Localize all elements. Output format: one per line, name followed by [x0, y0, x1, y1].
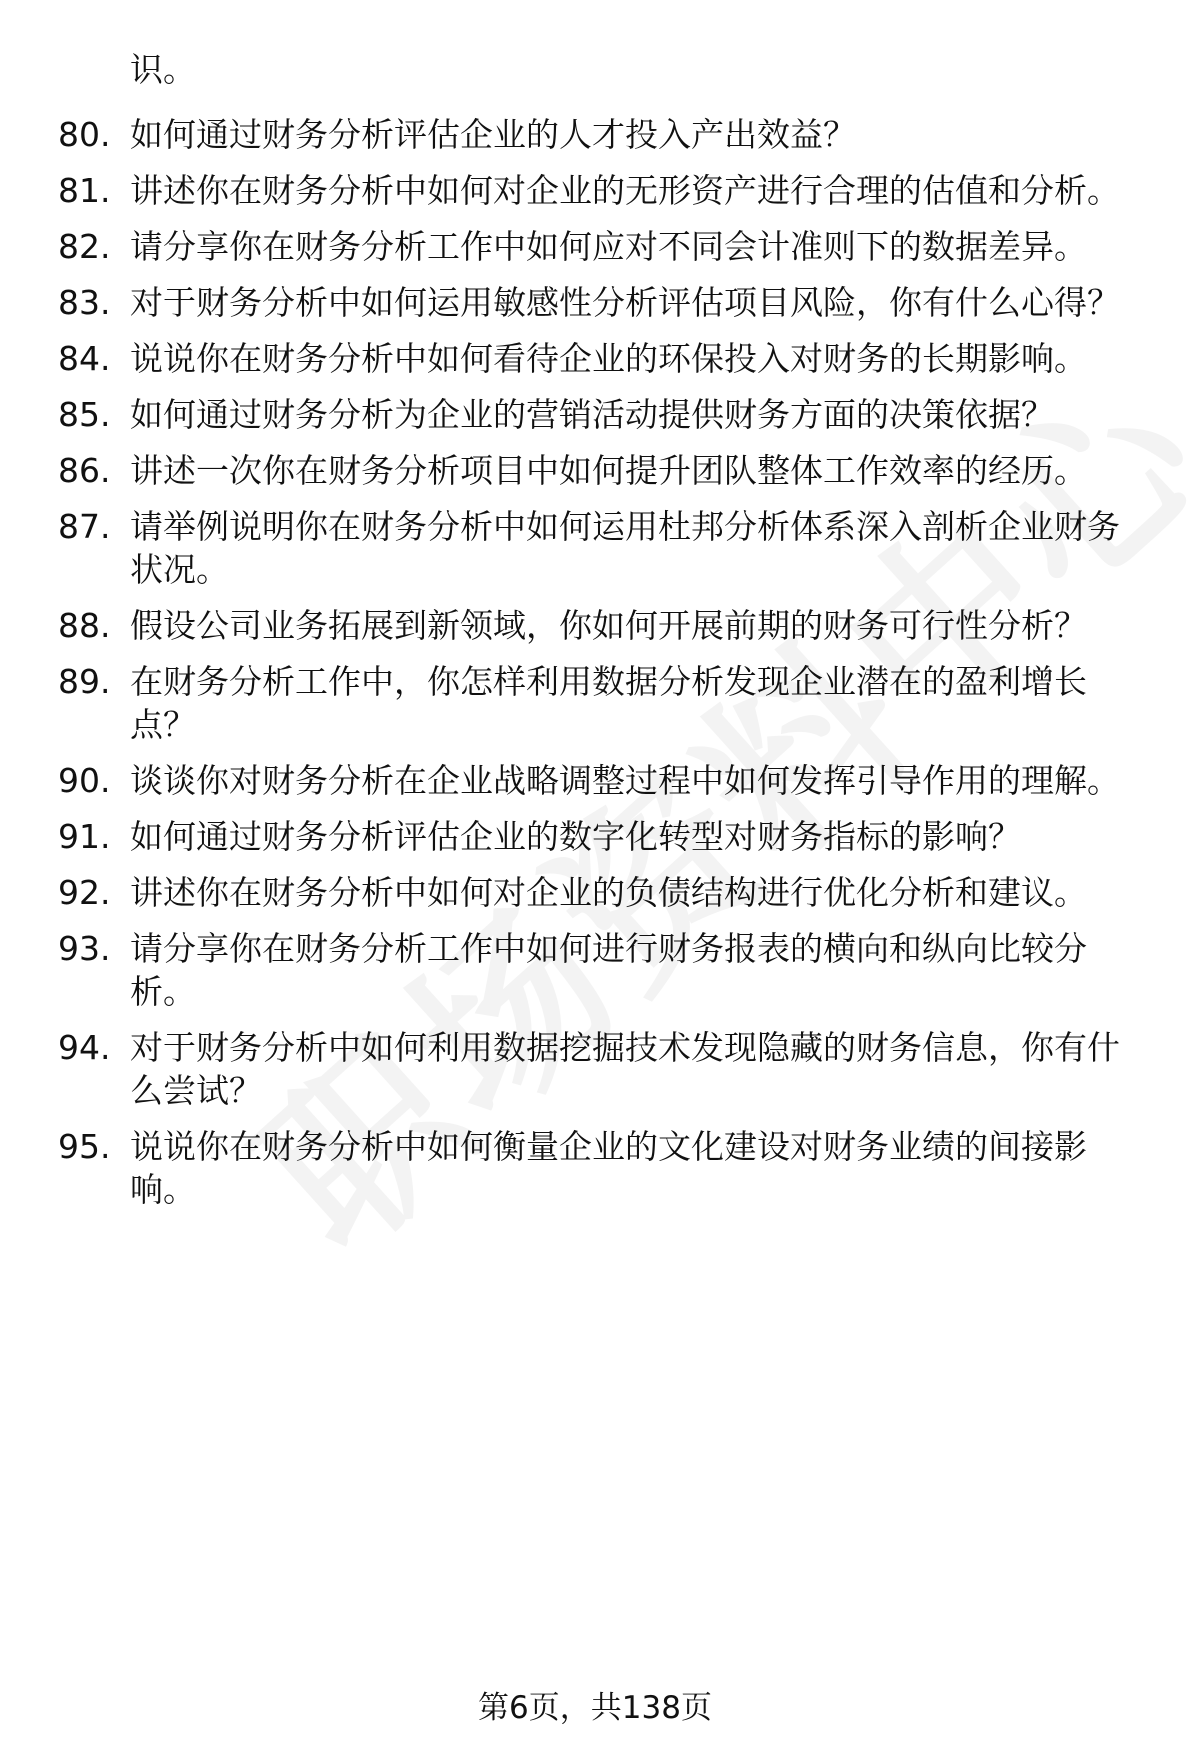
question-text: 请举例说明你在财务分析中如何运用杜邦分析体系深入剖析企业财务状况。 — [130, 507, 1120, 589]
question-item — [0, 815, 1190, 858]
page-footer: 第6页，共138页 — [478, 1690, 712, 1726]
question-text: 说说你在财务分析中如何看待企业的环保投入对财务的长期影响。 — [130, 339, 1087, 378]
question-text: 在财务分析工作中，你怎样利用数据分析发现企业潜在的盈利增长点？ — [130, 662, 1087, 744]
question-item — [0, 604, 1190, 647]
question-item — [0, 113, 1190, 156]
question-number: 93. — [58, 929, 111, 968]
question-number: 91. — [58, 817, 111, 856]
question-number: 94. — [58, 1028, 111, 1067]
continuation-text: 识。 — [130, 50, 196, 89]
question-item — [0, 927, 1190, 1013]
question-number: 88. — [58, 606, 111, 645]
question-text: 对于财务分析中如何运用敏感性分析评估项目风险，你有什么心得？ — [130, 283, 1120, 322]
question-item — [0, 505, 1190, 591]
question-item — [0, 449, 1190, 492]
question-text: 如何通过财务分析评估企业的人才投入产出效益？ — [130, 115, 856, 154]
question-item — [0, 225, 1190, 268]
question-item — [0, 660, 1190, 746]
question-item — [0, 169, 1190, 212]
question-number: 82. — [58, 227, 111, 266]
question-number: 85. — [58, 395, 111, 434]
question-item — [0, 759, 1190, 802]
question-text: 对于财务分析中如何利用数据挖掘技术发现隐藏的财务信息，你有什么尝试？ — [130, 1028, 1120, 1110]
question-text: 如何通过财务分析为企业的营销活动提供财务方面的决策依据？ — [130, 395, 1054, 434]
question-number: 80. — [58, 115, 111, 154]
question-number: 92. — [58, 873, 111, 912]
question-item — [0, 393, 1190, 436]
question-number: 84. — [58, 339, 111, 378]
question-text: 请分享你在财务分析工作中如何进行财务报表的横向和纵向比较分析。 — [130, 929, 1087, 1011]
question-item — [0, 1125, 1190, 1211]
question-text: 讲述一次你在财务分析项目中如何提升团队整体工作效率的经历。 — [130, 451, 1087, 490]
question-number: 90. — [58, 761, 111, 800]
question-number: 81. — [58, 171, 111, 210]
question-item — [0, 1026, 1190, 1112]
question-text: 说说你在财务分析中如何衡量企业的文化建设对财务业绩的间接影响。 — [130, 1127, 1087, 1209]
question-text: 讲述你在财务分析中如何对企业的无形资产进行合理的估值和分析。 — [130, 171, 1120, 210]
question-list — [0, 113, 1190, 1224]
question-number: 86. — [58, 451, 111, 490]
question-number: 83. — [58, 283, 111, 322]
question-number: 87. — [58, 507, 111, 546]
question-item — [0, 871, 1190, 914]
question-item — [0, 337, 1190, 380]
question-number: 89. — [58, 662, 111, 701]
question-item — [0, 281, 1190, 324]
question-number: 95. — [58, 1127, 111, 1166]
question-text: 如何通过财务分析评估企业的数字化转型对财务指标的影响？ — [130, 817, 1021, 856]
question-text: 谈谈你对财务分析在企业战略调整过程中如何发挥引导作用的理解。 — [130, 761, 1120, 800]
question-text: 请分享你在财务分析工作中如何应对不同会计准则下的数据差异。 — [130, 227, 1087, 266]
question-text: 讲述你在财务分析中如何对企业的负债结构进行优化分析和建议。 — [130, 873, 1087, 912]
question-text: 假设公司业务拓展到新领域，你如何开展前期的财务可行性分析？ — [130, 606, 1087, 645]
